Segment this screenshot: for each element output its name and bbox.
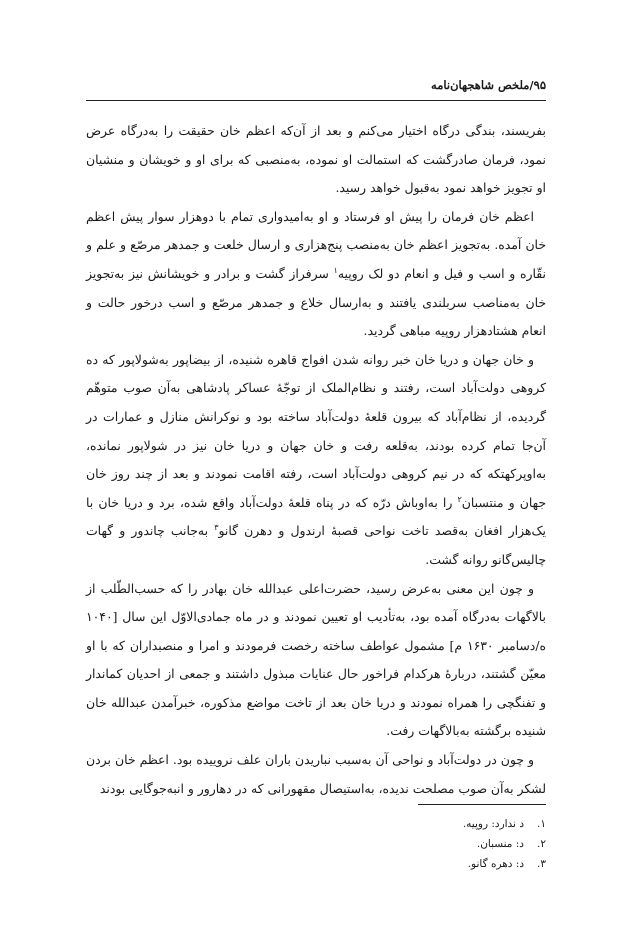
footnote-rule xyxy=(418,804,546,805)
footnote-2: ۲.د: منسبان. xyxy=(476,838,546,850)
paragraph-3: و خان جهان و دریا خان خبر روانه شدن افواج قاهره شنیده، از بیضاپور به‌شولاپور که ده کروهی دولت‌آباد است، رفتند و نظام‌الملک از توجّهٔ عساکر پادشاهی به‌آن صوب متوهّم گردیده، از نظام‌آباد که بیرون قلعهٔ دولت‌آباد ساخته بود و نوکرانش منازل و عمارات در آن‌جا تمام کرده بودند، به‌قلعه رفت و خان جهان و دریا خان نیز در شولاپور نمانده، به‌اوپرکهتکه که در نیم کروهی دولت‌آباد است، رفته اقامت نمودند و بعد از چند روز خان جهان و منتسبان$^۲$ را به‌اوباش درّه که در پناه قلعهٔ دولت‌آباد واقع شده، برد و دریا خان با یک‌هزار افغان به‌قصد تاخت نواحی قصبهٔ ارندول و دهرن گانو$^۳$ به‌جانب چاندور و گهات چالیس‌گانو روانه گشت. xyxy=(86,351,547,567)
footnote-marker-1[interactable]: ۱ xyxy=(333,265,338,275)
footnote-1: ۱.د ندارد: روپیه. xyxy=(462,818,546,830)
header-rule xyxy=(86,100,546,101)
paragraph-1: بفریسند، بندگی درگاه اختیار می‌کنم و بعد از آن‌که اعظم خان حقیقت را به‌درگاه عرض نمود، فرمان صادرگشت که استمالت او نموده، به‌منصبی که برای او و خویشان و منشیان او تجویز خواهد نمود به‌قبول خواهد رسید. xyxy=(86,123,546,196)
footnote-marker-3[interactable]: ۳ xyxy=(214,523,219,533)
footnotes xyxy=(246,814,546,874)
paragraph-5: و چون در دولت‌آباد و نواحی آن به‌سبب نباریدن باران علف نروییده بود. اعظم خان بردن لشکر به‌آن صوب مصلحت ندیده، به‌استیصال مقهورانی که در دهارور و انبه‌جوگایی بودند xyxy=(86,752,546,796)
paragraph-4: و چون این معنی به‌عرض رسید، حضرت‌اعلی عبدالله خان بهادر را که حسب‌الطّلب از بالاگهات به‌درگاه آمده بود، به‌تأدیب او تعیین نمودند و در ماه جمادی‌الاوّل این سال [۱۰۴۰ ه‌/دسامبر ۱۶۳۰ م] مشمول عواطف ساخته رخصت فرمودند و امرا و منصبداران که با او معیّن گشتند، دربارهٔ هرکدام فراخور حال عنایات مبذول داشتند و جمعی از احدیان کماندار و تفنگچی را همراه نمودند و دریا خان بعد از تاخت مواضع مذکوره، خبرآمدن عبدالله خان شنیده برگشته به‌بالاگهات رفت. xyxy=(86,580,546,739)
running-header: ۹۵/ملخص شاهجهان‌نامه xyxy=(431,78,546,92)
footnote-3: ۳.د: دهره گانو. xyxy=(467,858,546,870)
paragraph-2: اعظم خان فرمان را پیش او فرستاد و او به‌امیدواری تمام با دوهزار سوار پیش اعظم خان آمده. به‌تجویز اعظم خان به‌منصب پنج‌هزاری و ارسال خلعت و جمدهر مرصّع و علم و نقّاره و اسب و فیل و انعام دو لک روپیه$^۱$ سرفراز گشت و برادر و خویشانش نیز به‌تجویز خان به‌مناصب سربلندی یافتند و به‌ارسال خلاع و جمدهر مرصّع و اسب درخور حالت و انعام هشتادهزار روپیه مباهی گردید. xyxy=(86,208,547,339)
body-text xyxy=(86,117,546,803)
footnote-marker-2[interactable]: ۲ xyxy=(457,494,462,504)
